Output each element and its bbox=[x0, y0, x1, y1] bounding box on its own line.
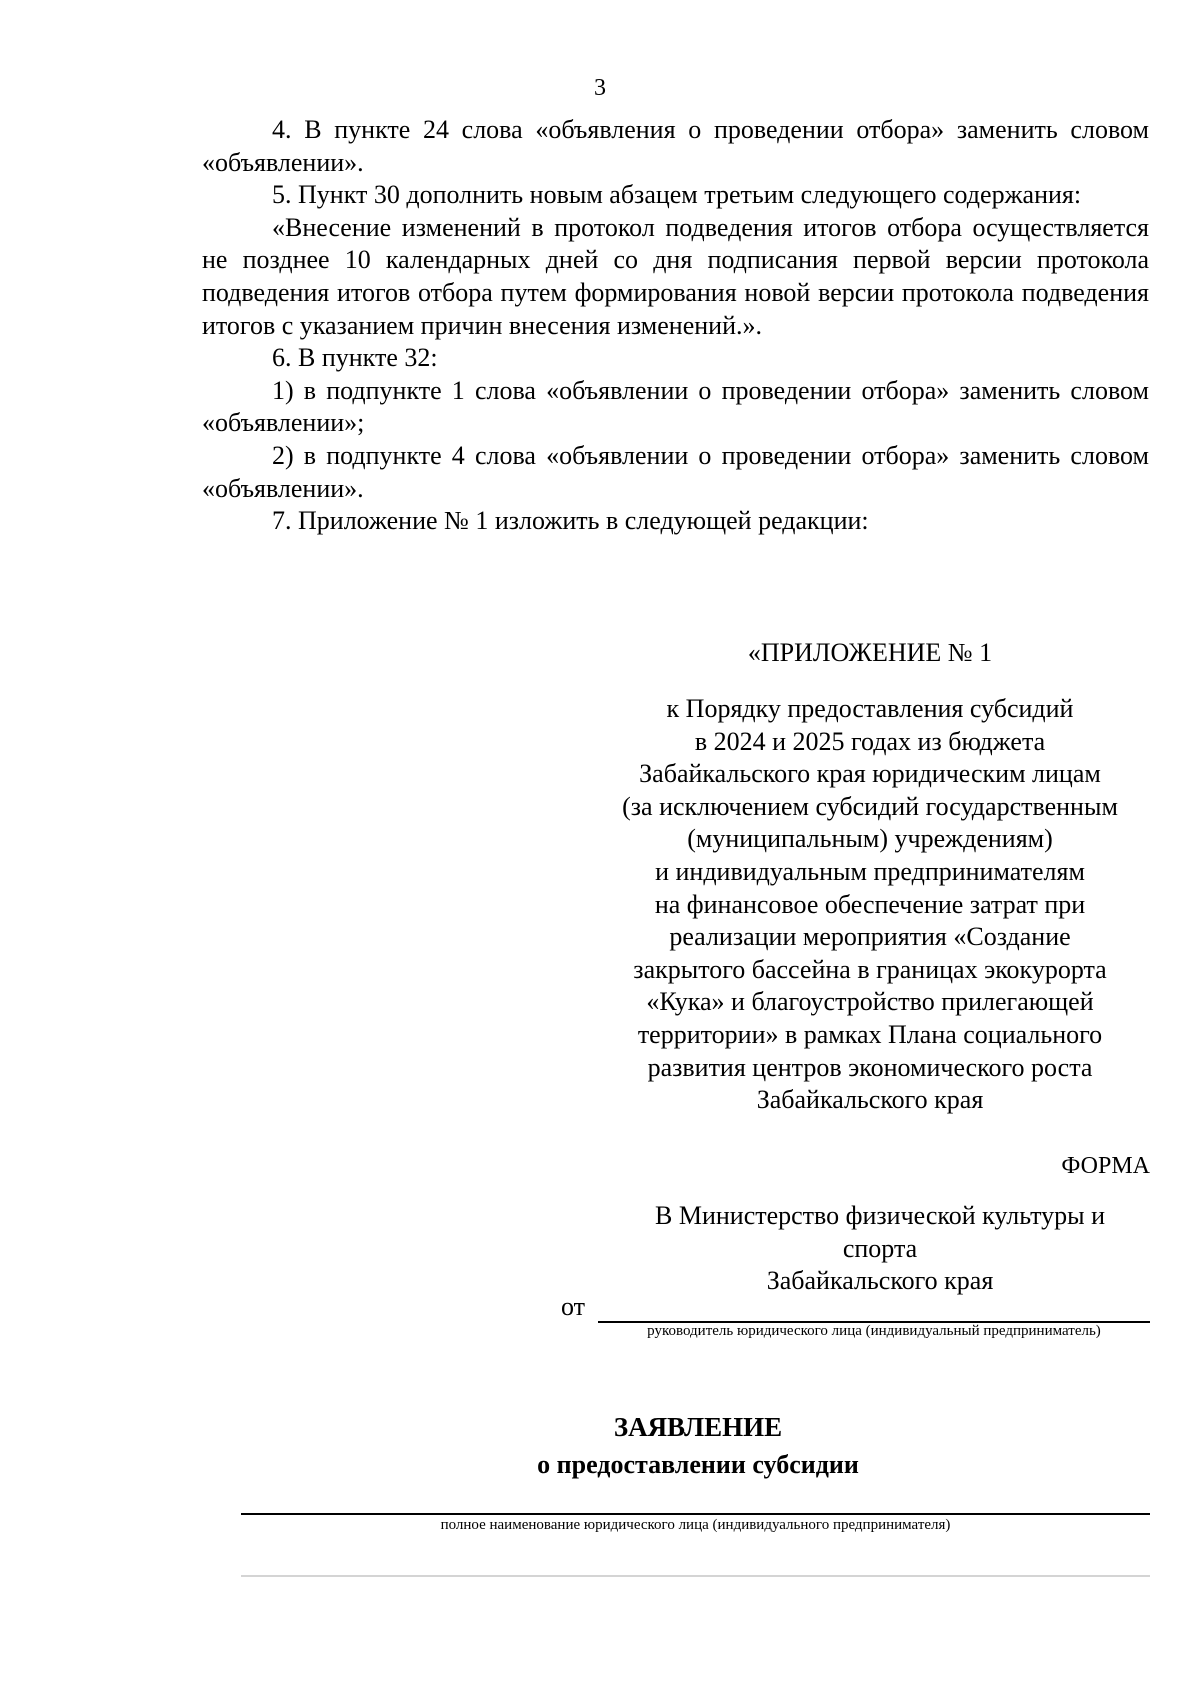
appendix-line: реализации мероприятия «Создание bbox=[669, 922, 1071, 952]
addressee-block bbox=[600, 1200, 1160, 1298]
appendix-line: в 2024 и 2025 годах из бюджета bbox=[694, 726, 1046, 756]
appendix-line: и индивидуальным предпринимателям bbox=[655, 856, 1085, 886]
from-label: от bbox=[561, 1292, 586, 1321]
body-text bbox=[202, 114, 1149, 538]
name-field-caption: полное наименование юридического лица (индивидуального предпринимателя) bbox=[440, 1517, 951, 1533]
from-caption: руководитель юридического лица (индивидуальный предприниматель) bbox=[647, 1323, 1101, 1339]
paragraph-item-6: 6. В пункте 32: bbox=[272, 343, 438, 373]
appendix-line: к Порядку предоставления субсидий bbox=[666, 694, 1074, 723]
application-subtitle: о предоставлении субсидии bbox=[537, 1450, 859, 1479]
addressee-line: В Министерство физической культуры и bbox=[655, 1201, 1105, 1230]
appendix-line: на финансовое обеспечение затрат при bbox=[654, 889, 1086, 919]
blank-field-line[interactable] bbox=[241, 1575, 1150, 1577]
application-title: ЗАЯВЛЕНИЕ bbox=[613, 1412, 783, 1442]
appendix-line: Забайкальского края bbox=[756, 1085, 984, 1115]
addressee-line: Забайкальского края bbox=[766, 1266, 994, 1296]
paragraph-item-7: 7. Приложение № 1 изложить в следующей редакции: bbox=[272, 506, 869, 536]
appendix-line: закрытого бассейна в границах экокурорта bbox=[633, 954, 1107, 984]
page-number: 3 bbox=[594, 75, 606, 101]
addressee-line: спорта bbox=[842, 1233, 918, 1263]
appendix-line: (за исключением субсидий государственным bbox=[622, 791, 1118, 821]
paragraph-subitem-2: 2) в подпункте 4 слова «объявлении о проведении отбора» заменить словом «объявлении». bbox=[202, 440, 1149, 503]
form-label: ФОРМА bbox=[1061, 1153, 1150, 1179]
appendix-title: «ПРИЛОЖЕНИЕ № 1 bbox=[747, 638, 993, 667]
paragraph-item-5: 5. Пункт 30 дополнить новым абзацем третьим следующего содержания: bbox=[272, 180, 1082, 210]
appendix-line: территории» в рамках Плана социального bbox=[637, 1019, 1103, 1049]
paragraph-item-4: 4. В пункте 24 слова «объявления о проведении отбора» заменить словом «объявлении». bbox=[202, 115, 1149, 177]
appendix-line: развития центров экономического роста bbox=[647, 1052, 1093, 1082]
appendix-line: «Кука» и благоустройство прилегающей bbox=[646, 987, 1094, 1017]
paragraph-subitem-1: 1) в подпункте 1 слова «объявлении о проведении отбора» заменить словом «объявлении»; bbox=[202, 375, 1149, 438]
appendix-body bbox=[590, 693, 1150, 1117]
appendix-line: (муниципальным) учреждениям) bbox=[687, 824, 1053, 854]
appendix-line: Забайкальского края юридическим лицам bbox=[639, 759, 1101, 789]
paragraph-quote: «Внесение изменений в протокол подведения итогов отбора осуществляется не позднее 10 календарных дней со дня подписания первой версии протокола подведения итогов отбора путем формирования новой версии протокола подведения итогов с указанием причин внесения изменений.». bbox=[202, 212, 1149, 340]
